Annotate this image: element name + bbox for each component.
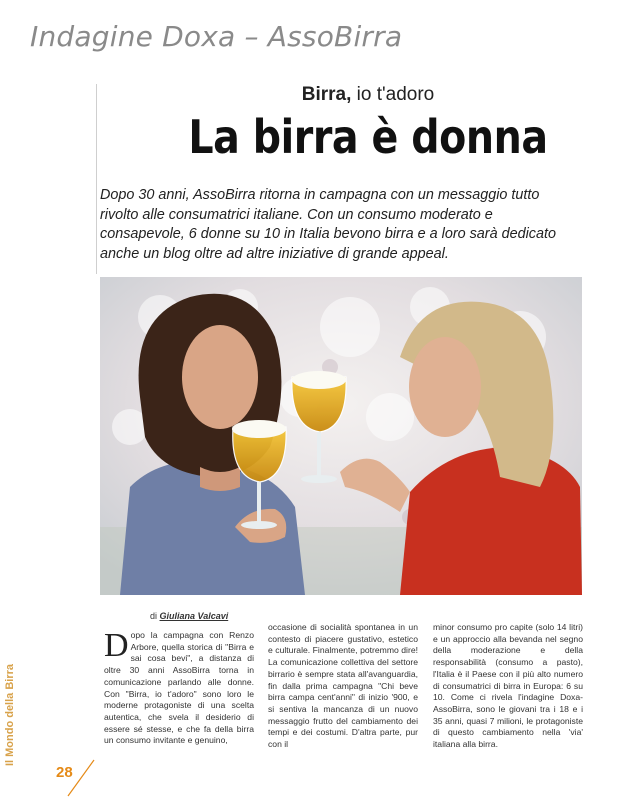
body-column-3: minor consumo pro capite (solo 14 litri) e un approccio alla bevanda nel segno della moderazione e della responsabilità (consumo a pasto), l'Italia è il Paese con il più alto numero di consumatrici di birra in Europa: 6 su 10. Come ci rivela l'indagine Doxa-AssoBirra, sono le giovani tra i 18 e i 35 anni, quasi 7 milioni, le protagoniste di questo cambiamento nella 'via' italiana alla birra. [433, 622, 583, 750]
page-slash-decoration [64, 758, 98, 798]
body-text-1: opo la campagna con Renzo Arbore, quella storica di "Birra e sai cosa bevi", a distanza di oltre 30 anni AssoBirra torna in comunicazione parlando alle donne. Con "Birra, io t'adoro" sono loro le moderne protagoniste di una scelta autentica, che svela il desiderio di essere sé stesse, e che fa della birra un consumo invitante e genuino, [104, 630, 254, 746]
body-column-2: occasione di socialità spontanea in un contesto di piacere gustativo, estetico e culturale. Finalmente, potremmo dire! La comunicazione collettiva del settore birrario è sempre stata all'avanguardia, fin dalla prima campagna "Chi beve birra campa cent'anni" di inizio '900, e si sentiva la mancanza di un nuovo messaggio frutto del cambiamento dei tempi e dei costumi. D'altra parte, pur con il [268, 622, 418, 750]
body-column-1 [104, 627, 254, 747]
standfirst: Dopo 30 anni, AssoBirra ritorna in campagna con un messaggio tutto rivolto alle consumatrici italiane. Con un consumo moderato e consapevole, 6 donne su 10 in Italia bevono birra e a loro sarà dedicato anche un blog oltre ad altre iniziative di grande appeal. [100, 187, 557, 262]
magazine-name-vertical [2, 640, 18, 790]
drop-cap: D [104, 627, 129, 664]
page-number: 28 [56, 764, 73, 781]
kicker [96, 84, 640, 106]
vertical-rule [96, 84, 97, 274]
article-photo [100, 277, 582, 595]
author-name: Giuliana Valcavi [159, 611, 229, 621]
byline-prefix: di [150, 611, 160, 621]
kicker-strong: Birra, [301, 84, 352, 105]
kicker-rest: io t'adoro [351, 84, 435, 105]
byline [150, 611, 228, 621]
magazine-name: Il Mondo della Birra [4, 663, 16, 767]
headline: La birra è donna [188, 110, 548, 164]
photo-illustration [100, 277, 582, 595]
section-header: Indagine Doxa – AssoBirra [30, 20, 403, 53]
